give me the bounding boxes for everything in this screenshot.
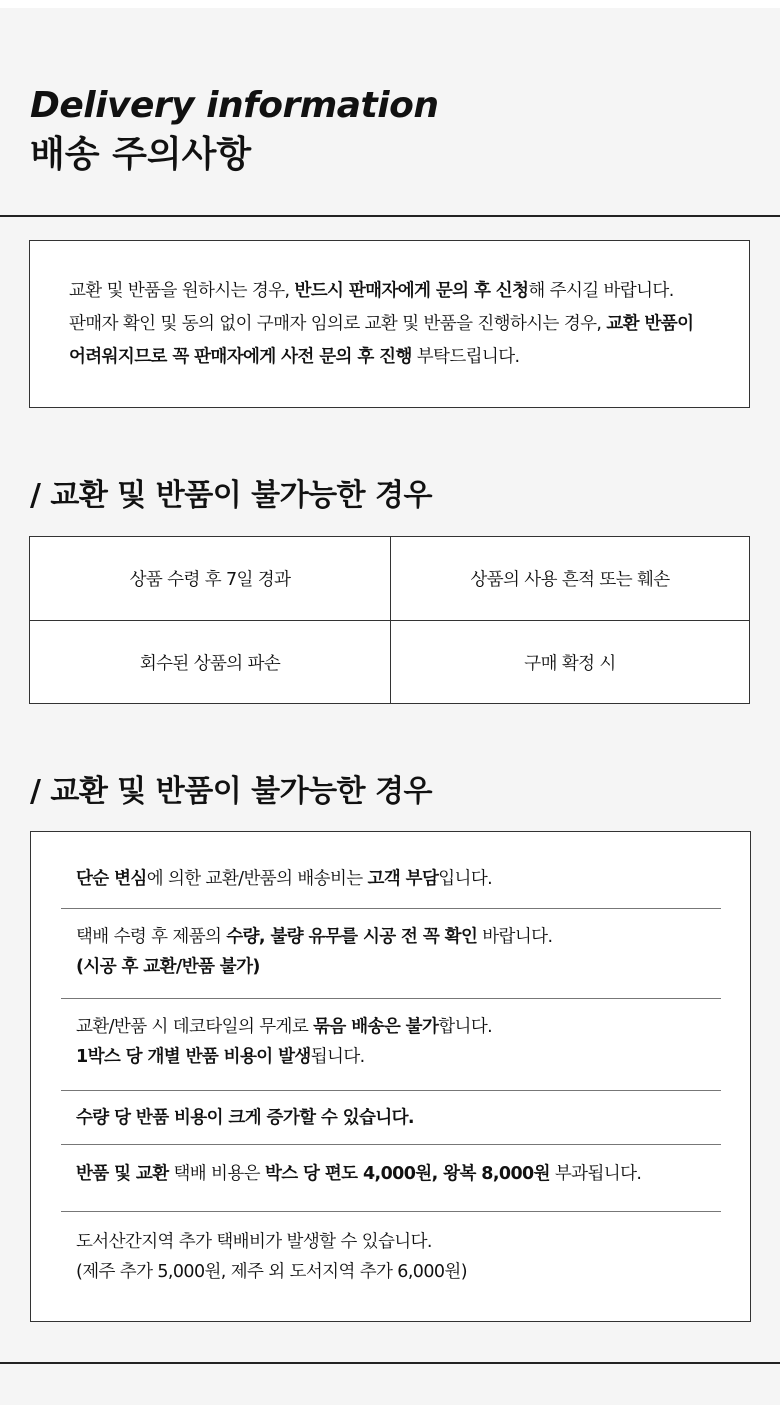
rule-item xyxy=(61,1145,721,1212)
grid-cell: 상품의 사용 흔적 또는 훼손 xyxy=(390,537,749,620)
rule-line xyxy=(76,864,721,894)
rule-line xyxy=(76,922,721,952)
section-title-rules: / 교환 및 반품이 불가능한 경우 xyxy=(30,774,432,809)
body-text: 부탁드립니다. xyxy=(411,347,520,367)
emphasis-text: 단순 변심 xyxy=(76,869,147,889)
emphasis-text: 고객 부담 xyxy=(367,869,439,889)
section-title-unavailable: / 교환 및 반품이 불가능한 경우 xyxy=(30,478,432,513)
emphasis-text: 반품 및 교환 xyxy=(76,1164,169,1184)
rule-line xyxy=(76,1257,721,1287)
rule-line xyxy=(76,952,721,982)
body-text: 입니다. xyxy=(438,869,493,889)
grid-cell: 상품 수령 후 7일 경과 xyxy=(129,570,291,590)
emphasis-text: 박스 당 편도 4,000원, 왕복 8,000원 xyxy=(264,1164,550,1184)
unavailable-grid xyxy=(29,536,750,704)
body-text: 부과됩니다. xyxy=(549,1164,642,1184)
emphasis-text: 묶음 배송은 불가 xyxy=(313,1017,439,1037)
rule-line xyxy=(76,1159,721,1189)
body-text: 교환/반품 시 데코타일의 무게로 xyxy=(76,1017,314,1037)
body-text: 합니다. xyxy=(438,1017,493,1037)
emphasis-text: 교환 반품이 xyxy=(606,314,694,334)
notice-box xyxy=(29,240,750,408)
rule-item xyxy=(61,1091,721,1145)
notice-line xyxy=(69,308,729,341)
rule-line xyxy=(76,1012,721,1042)
footer-divider xyxy=(0,1362,780,1364)
page-title-ko: 배송 주의사항 xyxy=(30,134,252,175)
body-text: 됩니다. xyxy=(310,1047,365,1067)
rule-item xyxy=(61,1212,721,1312)
rule-item xyxy=(61,999,721,1091)
emphasis-text: 1박스 당 개별 반품 비용이 발생 xyxy=(76,1047,311,1067)
emphasis-text: (시공 후 교환/반품 불가) xyxy=(76,957,260,977)
rule-item xyxy=(61,832,721,909)
grid-cell: 구매 확정 시 xyxy=(390,620,749,703)
emphasis-text: 수량 당 반품 비용이 크게 증가할 수 있습니다. xyxy=(76,1108,414,1128)
emphasis-text: 수량, 불량 유무를 시공 전 꼭 확인 xyxy=(226,927,478,947)
rule-line xyxy=(76,1227,721,1257)
body-text: 택배 수령 후 제품의 xyxy=(76,927,227,947)
top-strip xyxy=(0,0,780,8)
body-text: 해 주시길 바랍니다. xyxy=(528,281,674,301)
emphasis-text: 반드시 판매자에게 문의 후 신청 xyxy=(294,281,529,301)
rule-line xyxy=(76,1103,721,1133)
body-text: 에 의한 교환/반품의 배송비는 xyxy=(146,869,368,889)
body-text: 바랍니다. xyxy=(477,927,553,947)
rule-item xyxy=(61,909,721,999)
body-text: (제주 추가 5,000원, 제주 외 도서지역 추가 6,000원) xyxy=(76,1262,467,1282)
body-text: 도서산간지역 추가 택배비가 발생할 수 있습니다. xyxy=(76,1232,432,1252)
rule-line xyxy=(76,1042,721,1072)
notice-line xyxy=(69,341,729,374)
emphasis-text: 어려워지므로 꼭 판매자에게 사전 문의 후 진행 xyxy=(69,347,412,367)
body-text: 택배 비용은 xyxy=(168,1164,265,1184)
grid-cell: 회수된 상품의 파손 xyxy=(30,620,390,703)
notice-line xyxy=(69,275,729,308)
header-divider xyxy=(0,215,780,217)
rules-box xyxy=(30,831,751,1322)
page-title-en: Delivery information xyxy=(30,85,439,126)
body-text: 교환 및 반품을 원하시는 경우, xyxy=(69,281,295,301)
body-text: 판매자 확인 및 동의 없이 구매자 임의로 교환 및 반품을 진행하시는 경우, xyxy=(69,314,607,334)
